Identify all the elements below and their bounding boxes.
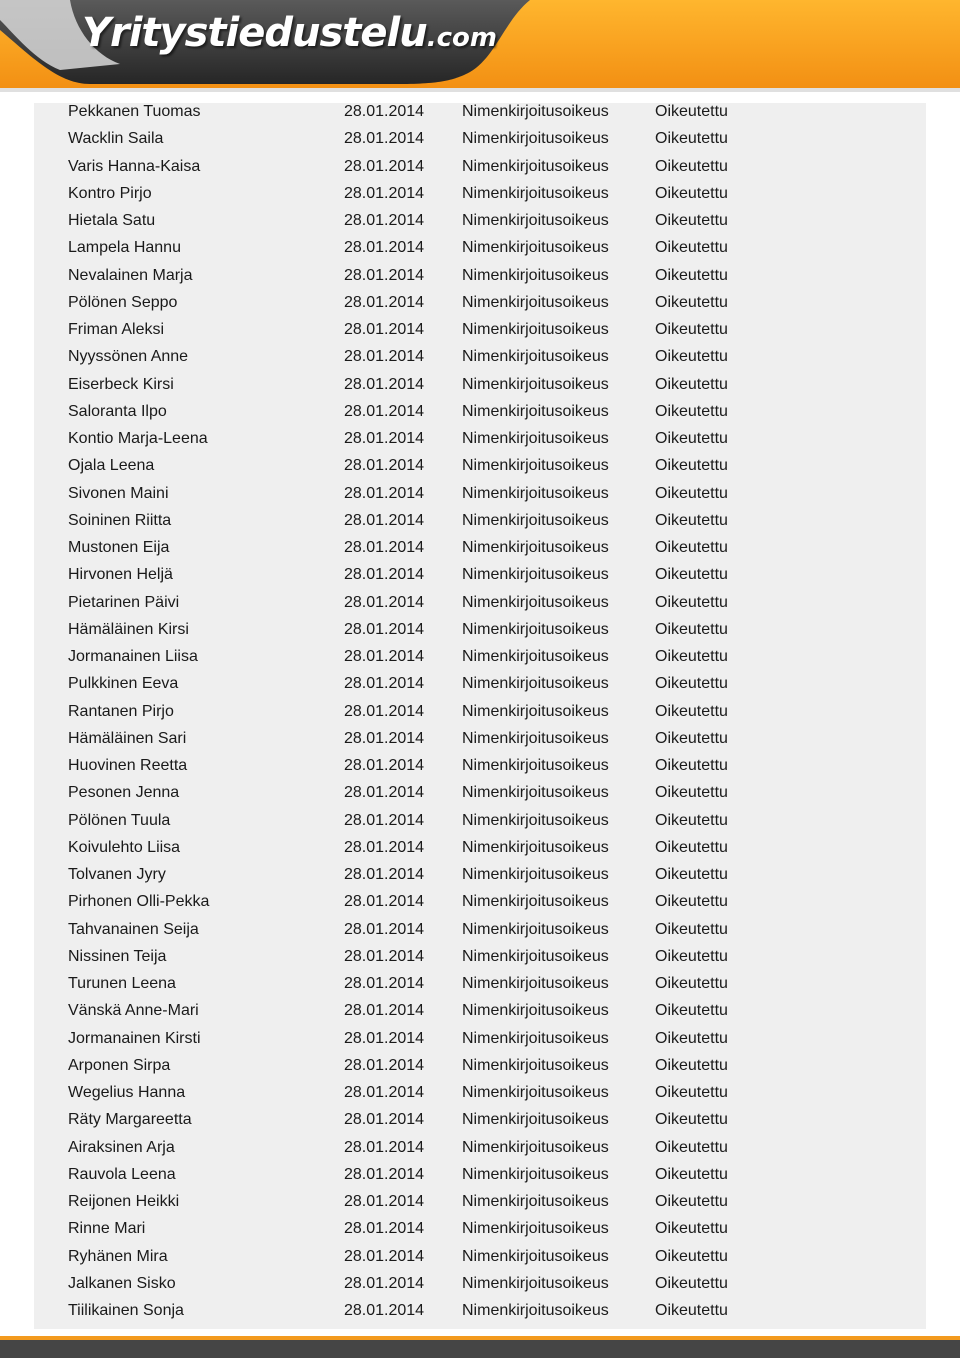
person-name: Huovinen Reetta xyxy=(68,757,188,774)
table-row xyxy=(34,1111,926,1138)
registration-date: 28.01.2014 xyxy=(344,1247,425,1265)
table-row xyxy=(34,703,926,730)
person-name: Pesonen Jenna xyxy=(68,784,180,802)
role: Nimenkirjoitusoikeus xyxy=(462,947,609,965)
registration-date: 28.01.2014 xyxy=(344,1302,425,1319)
person-name: Pölönen Tuula xyxy=(68,811,171,829)
registration-date: 28.01.2014 xyxy=(344,975,425,992)
role: Nimenkirjoitusoikeus xyxy=(462,157,609,175)
registration-date: 28.01.2014 xyxy=(344,675,425,693)
table-row xyxy=(34,1193,926,1220)
role: Nimenkirjoitusoikeus xyxy=(462,1111,609,1129)
registration-date: 28.01.2014 xyxy=(344,838,425,856)
person-name: Lampela Hannu xyxy=(68,239,181,257)
registration-date: 28.01.2014 xyxy=(344,1056,425,1074)
role: Nimenkirjoitusoikeus xyxy=(462,321,609,338)
registration-date: 28.01.2014 xyxy=(344,130,425,148)
role: Nimenkirjoitusoikeus xyxy=(462,920,609,938)
registration-date: 28.01.2014 xyxy=(344,1274,425,1292)
signatory-table xyxy=(34,103,926,1329)
person-name: Arponen Sirpa xyxy=(68,1056,171,1074)
registration-date: 28.01.2014 xyxy=(344,648,425,665)
status: Oikeutettu xyxy=(655,511,728,529)
table-row xyxy=(34,648,926,675)
role: Nimenkirjoitusoikeus xyxy=(462,293,609,311)
registration-date: 28.01.2014 xyxy=(344,893,425,911)
role: Nimenkirjoitusoikeus xyxy=(462,1029,609,1047)
registration-date: 28.01.2014 xyxy=(344,402,425,420)
table-body xyxy=(34,103,926,1329)
table-row xyxy=(34,839,926,866)
role: Nimenkirjoitusoikeus xyxy=(462,1193,609,1210)
registration-date: 28.01.2014 xyxy=(344,811,425,829)
status: Oikeutettu xyxy=(655,184,728,202)
person-name: Rauvola Leena xyxy=(68,1165,176,1183)
person-name: Kontro Pirjo xyxy=(68,184,152,202)
status: Oikeutettu xyxy=(655,702,728,720)
role: Nimenkirjoitusoikeus xyxy=(462,838,609,856)
status: Oikeutettu xyxy=(655,1056,728,1074)
role: Nimenkirjoitusoikeus xyxy=(462,593,609,611)
table-row xyxy=(34,212,926,239)
person-name: Airaksinen Arja xyxy=(68,1138,175,1156)
table-row xyxy=(34,158,926,185)
role: Nimenkirjoitusoikeus xyxy=(462,648,609,665)
person-name: Jormanainen Liisa xyxy=(68,648,198,665)
registration-date: 28.01.2014 xyxy=(344,184,425,202)
registration-date: 28.01.2014 xyxy=(344,484,425,502)
registration-date: 28.01.2014 xyxy=(344,947,425,965)
registration-date: 28.01.2014 xyxy=(344,321,425,338)
registration-date: 28.01.2014 xyxy=(344,539,425,556)
role: Nimenkirjoitusoikeus xyxy=(462,975,609,992)
role: Nimenkirjoitusoikeus xyxy=(462,103,609,120)
status: Oikeutettu xyxy=(655,729,728,747)
header-banner xyxy=(0,0,960,92)
status: Oikeutettu xyxy=(655,375,728,393)
table-row xyxy=(34,539,926,566)
person-name: Nyyssönen Anne xyxy=(68,348,189,366)
person-name: Saloranta Ilpo xyxy=(68,402,167,420)
person-name: Ojala Leena xyxy=(68,457,155,475)
table-row xyxy=(34,621,926,648)
status: Oikeutettu xyxy=(655,239,728,257)
person-name: Jormanainen Kirsti xyxy=(68,1029,201,1047)
registration-date: 28.01.2014 xyxy=(344,348,425,366)
role: Nimenkirjoitusoikeus xyxy=(462,511,609,529)
registration-date: 28.01.2014 xyxy=(344,757,425,774)
role: Nimenkirjoitusoikeus xyxy=(462,348,609,366)
role: Nimenkirjoitusoikeus xyxy=(462,566,609,584)
registration-date: 28.01.2014 xyxy=(344,784,425,802)
logo xyxy=(82,10,497,56)
status: Oikeutettu xyxy=(655,566,728,584)
table-row xyxy=(34,594,926,621)
role: Nimenkirjoitusoikeus xyxy=(462,184,609,202)
person-name: Varis Hanna-Kaisa xyxy=(68,157,201,175)
registration-date: 28.01.2014 xyxy=(344,1029,425,1047)
person-name: Pulkkinen Eeva xyxy=(68,675,179,693)
person-name: Soininen Riitta xyxy=(68,511,172,529)
table-row xyxy=(34,403,926,430)
status: Oikeutettu xyxy=(655,1138,728,1156)
role: Nimenkirjoitusoikeus xyxy=(462,266,609,284)
registration-date: 28.01.2014 xyxy=(344,103,425,120)
person-name: Ryhänen Mira xyxy=(68,1247,168,1265)
table-row xyxy=(34,812,926,839)
registration-date: 28.01.2014 xyxy=(344,266,425,284)
registration-date: 28.01.2014 xyxy=(344,212,425,229)
registration-date: 28.01.2014 xyxy=(344,920,425,938)
role: Nimenkirjoitusoikeus xyxy=(462,539,609,556)
table-row xyxy=(34,376,926,403)
registration-date: 28.01.2014 xyxy=(344,457,425,475)
table-row xyxy=(34,185,926,212)
role: Nimenkirjoitusoikeus xyxy=(462,457,609,475)
role: Nimenkirjoitusoikeus xyxy=(462,1002,609,1020)
status: Oikeutettu xyxy=(655,457,728,475)
status: Oikeutettu xyxy=(655,648,728,665)
table-row xyxy=(34,239,926,266)
table-row xyxy=(34,866,926,893)
status: Oikeutettu xyxy=(655,757,728,774)
role: Nimenkirjoitusoikeus xyxy=(462,1138,609,1156)
person-name: Wegelius Hanna xyxy=(68,1084,186,1101)
registration-date: 28.01.2014 xyxy=(344,1220,425,1238)
role: Nimenkirjoitusoikeus xyxy=(462,430,609,447)
table-row xyxy=(34,457,926,484)
person-name: Turunen Leena xyxy=(68,975,176,992)
registration-date: 28.01.2014 xyxy=(344,511,425,529)
registration-date: 28.01.2014 xyxy=(344,1084,425,1101)
table-row xyxy=(34,321,926,348)
person-name: Hirvonen Heljä xyxy=(68,566,173,584)
table-row xyxy=(34,1030,926,1057)
person-name: Nissinen Teija xyxy=(68,947,167,965)
table-row xyxy=(34,1220,926,1247)
person-name: Reijonen Heikki xyxy=(68,1193,180,1210)
role: Nimenkirjoitusoikeus xyxy=(462,675,609,693)
table-row xyxy=(34,348,926,375)
status: Oikeutettu xyxy=(655,1084,728,1101)
role: Nimenkirjoitusoikeus xyxy=(462,1247,609,1265)
role: Nimenkirjoitusoikeus xyxy=(462,1220,609,1238)
person-name: Friman Aleksi xyxy=(68,321,165,338)
status: Oikeutettu xyxy=(655,811,728,829)
table-row xyxy=(34,1002,926,1029)
table-row xyxy=(34,921,926,948)
status: Oikeutettu xyxy=(655,1274,728,1292)
role: Nimenkirjoitusoikeus xyxy=(462,893,609,911)
role: Nimenkirjoitusoikeus xyxy=(462,784,609,802)
table-row xyxy=(34,485,926,512)
role: Nimenkirjoitusoikeus xyxy=(462,729,609,747)
registration-date: 28.01.2014 xyxy=(344,702,425,720)
role: Nimenkirjoitusoikeus xyxy=(462,1274,609,1292)
person-name: Eiserbeck Kirsi xyxy=(68,375,174,393)
table-row xyxy=(34,1057,926,1084)
registration-date: 28.01.2014 xyxy=(344,1165,425,1183)
table-row xyxy=(34,267,926,294)
role: Nimenkirjoitusoikeus xyxy=(462,212,609,229)
person-name: Wacklin Saila xyxy=(68,130,164,148)
person-name: Nevalainen Marja xyxy=(68,266,193,284)
table-row xyxy=(34,948,926,975)
registration-date: 28.01.2014 xyxy=(344,375,425,393)
status: Oikeutettu xyxy=(655,266,728,284)
person-name: Pirhonen Olli-Pekka xyxy=(68,893,210,911)
table-row xyxy=(34,975,926,1002)
role: Nimenkirjoitusoikeus xyxy=(462,1084,609,1101)
registration-date: 28.01.2014 xyxy=(344,729,425,747)
role: Nimenkirjoitusoikeus xyxy=(462,811,609,829)
status: Oikeutettu xyxy=(655,402,728,420)
person-name: Hämäläinen Sari xyxy=(68,729,187,747)
status: Oikeutettu xyxy=(655,348,728,366)
status: Oikeutettu xyxy=(655,1247,728,1265)
status: Oikeutettu xyxy=(655,1193,728,1210)
table-row xyxy=(34,1084,926,1111)
table-row xyxy=(34,430,926,457)
status: Oikeutettu xyxy=(655,784,728,802)
table-row xyxy=(34,784,926,811)
status: Oikeutettu xyxy=(655,1220,728,1238)
role: Nimenkirjoitusoikeus xyxy=(462,239,609,257)
role: Nimenkirjoitusoikeus xyxy=(462,866,609,883)
person-name: Tiilikainen Sonja xyxy=(68,1302,184,1319)
person-name: Pietarinen Päivi xyxy=(68,593,180,611)
table-row xyxy=(34,1166,926,1193)
table-row xyxy=(34,730,926,757)
status: Oikeutettu xyxy=(655,593,728,611)
table-row xyxy=(34,675,926,702)
registration-date: 28.01.2014 xyxy=(344,593,425,611)
person-name: Koivulehto Liisa xyxy=(68,838,181,856)
status: Oikeutettu xyxy=(655,620,728,638)
person-name: Vänskä Anne-Mari xyxy=(68,1002,199,1020)
logo-main: Yritystiedustelu xyxy=(82,10,427,56)
table-row xyxy=(34,130,926,157)
registration-date: 28.01.2014 xyxy=(344,566,425,584)
table-row xyxy=(34,757,926,784)
status: Oikeutettu xyxy=(655,1111,728,1129)
status: Oikeutettu xyxy=(655,430,728,447)
status: Oikeutettu xyxy=(655,1029,728,1047)
status: Oikeutettu xyxy=(655,484,728,502)
status: Oikeutettu xyxy=(655,947,728,965)
role: Nimenkirjoitusoikeus xyxy=(462,130,609,148)
status: Oikeutettu xyxy=(655,539,728,556)
status: Oikeutettu xyxy=(655,1165,728,1183)
person-name: Mustonen Eija xyxy=(68,539,170,556)
person-name: Räty Margareetta xyxy=(68,1111,192,1129)
person-name: Jalkanen Sisko xyxy=(68,1274,176,1292)
person-name: Hietala Satu xyxy=(68,212,156,229)
person-name: Tahvanainen Seija xyxy=(68,920,199,938)
table-row xyxy=(34,1248,926,1275)
status: Oikeutettu xyxy=(655,1002,728,1020)
role: Nimenkirjoitusoikeus xyxy=(462,402,609,420)
status: Oikeutettu xyxy=(655,103,728,120)
role: Nimenkirjoitusoikeus xyxy=(462,1165,609,1183)
person-name: Pekkanen Tuomas xyxy=(68,103,201,120)
role: Nimenkirjoitusoikeus xyxy=(462,484,609,502)
status: Oikeutettu xyxy=(655,675,728,693)
table-row xyxy=(34,893,926,920)
status: Oikeutettu xyxy=(655,920,728,938)
status: Oikeutettu xyxy=(655,893,728,911)
registration-date: 28.01.2014 xyxy=(344,1111,425,1129)
status: Oikeutettu xyxy=(655,321,728,338)
registration-date: 28.01.2014 xyxy=(344,1193,425,1210)
table-row xyxy=(34,294,926,321)
role: Nimenkirjoitusoikeus xyxy=(462,620,609,638)
table-row xyxy=(34,103,926,130)
table-row xyxy=(34,1139,926,1166)
person-name: Tolvanen Jyry xyxy=(68,866,166,883)
role: Nimenkirjoitusoikeus xyxy=(462,757,609,774)
registration-date: 28.01.2014 xyxy=(344,866,425,883)
status: Oikeutettu xyxy=(655,157,728,175)
table-row xyxy=(34,566,926,593)
footer-bar xyxy=(0,1340,960,1358)
person-name: Pölönen Seppo xyxy=(68,293,178,311)
registration-date: 28.01.2014 xyxy=(344,157,425,175)
person-name: Rantanen Pirjo xyxy=(68,702,174,720)
role: Nimenkirjoitusoikeus xyxy=(462,1302,609,1319)
status: Oikeutettu xyxy=(655,293,728,311)
registration-date: 28.01.2014 xyxy=(344,1138,425,1156)
table-row xyxy=(34,1302,926,1329)
role: Nimenkirjoitusoikeus xyxy=(462,1056,609,1074)
person-name: Sivonen Maini xyxy=(68,484,169,502)
role: Nimenkirjoitusoikeus xyxy=(462,702,609,720)
status: Oikeutettu xyxy=(655,866,728,883)
role: Nimenkirjoitusoikeus xyxy=(462,375,609,393)
registration-date: 28.01.2014 xyxy=(344,620,425,638)
registration-date: 28.01.2014 xyxy=(344,430,425,447)
status: Oikeutettu xyxy=(655,130,728,148)
status: Oikeutettu xyxy=(655,212,728,229)
logo-tld: .com xyxy=(426,23,497,53)
registration-date: 28.01.2014 xyxy=(344,239,425,257)
person-name: Rinne Mari xyxy=(68,1220,146,1238)
table-row xyxy=(34,1275,926,1302)
registration-date: 28.01.2014 xyxy=(344,293,425,311)
registration-date: 28.01.2014 xyxy=(344,1002,425,1020)
status: Oikeutettu xyxy=(655,838,728,856)
person-name: Hämäläinen Kirsi xyxy=(68,620,189,638)
table-row xyxy=(34,512,926,539)
status: Oikeutettu xyxy=(655,1302,728,1319)
status: Oikeutettu xyxy=(655,975,728,992)
person-name: Kontio Marja-Leena xyxy=(68,430,208,447)
